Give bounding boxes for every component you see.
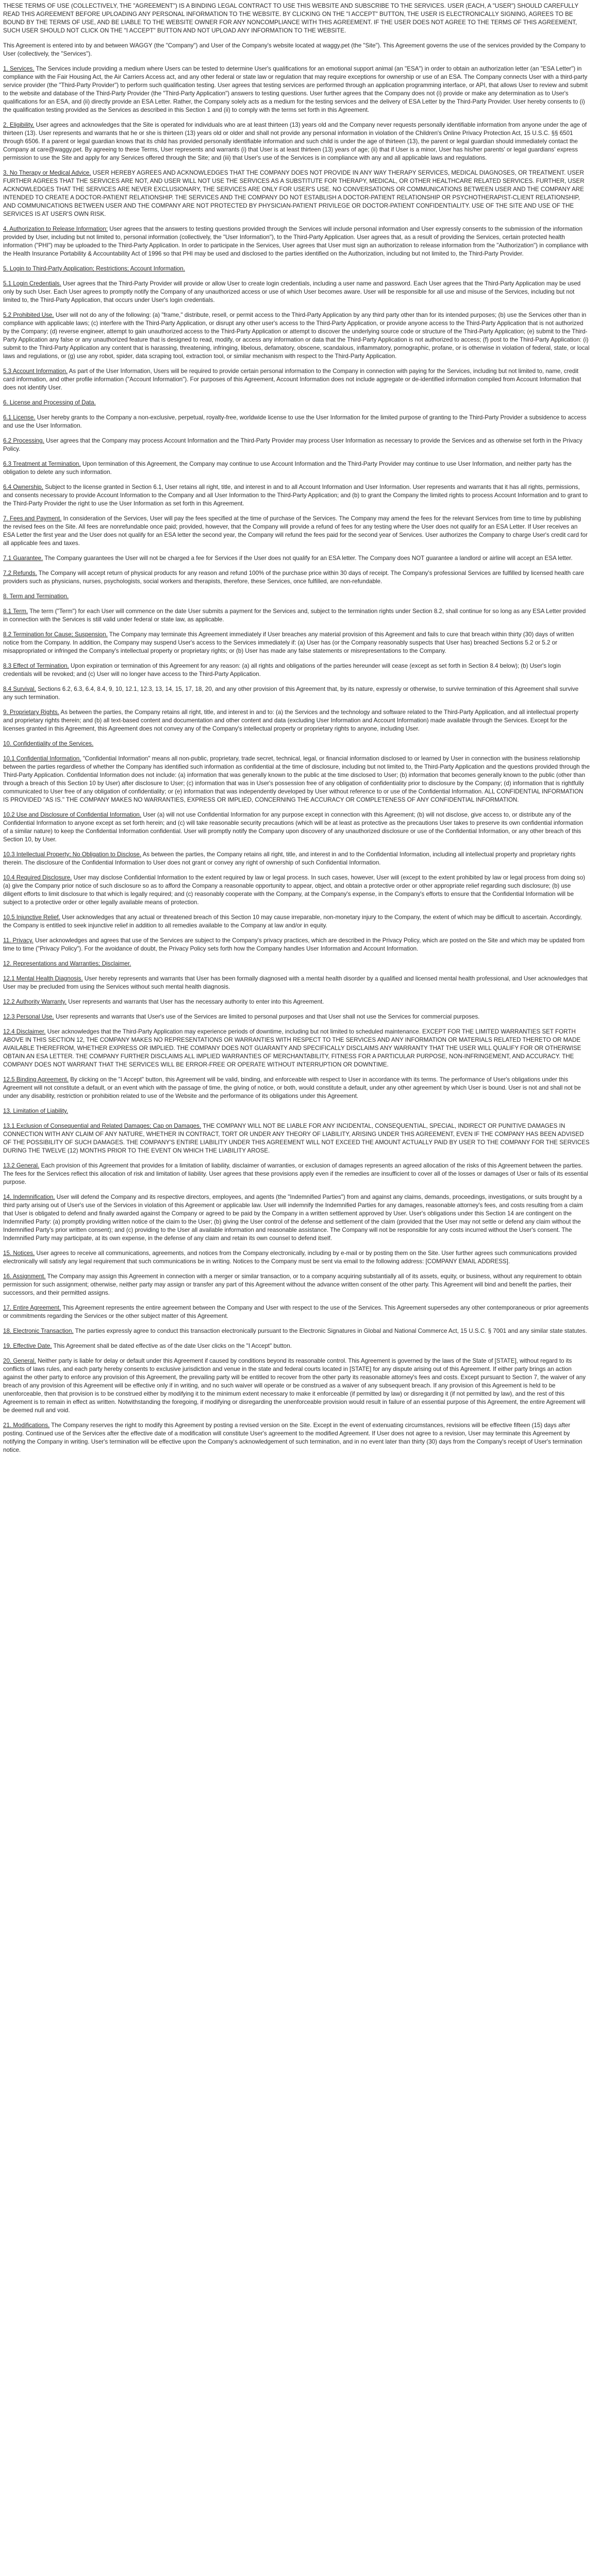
section-heading: 9. Proprietary Rights. bbox=[3, 709, 59, 716]
section-heading: 8.1 Term. bbox=[3, 608, 28, 615]
section-paragraph bbox=[3, 998, 590, 1006]
section-paragraph bbox=[3, 1249, 590, 1266]
section-text: The Services include providing a medium where Users can be tested to determine User's qualifications for an emotional support animal (an "ESA") in order to obtain an authorization letter (an "ESA Letter") in compliance with the Fair Housing Act, the Air Carriers Access act, and any other federal or state law or regulation that may require exceptions for ownership or use of an ESA. The Company connects User with a third-party service provider (the "Third-Party Provider") to perform such qualification testing. User agrees that testing services are performed through an application programming interface, or API, that allows User to review and submit to the website and database of the Third-Party Provider (the "Third-Party Application") answers to testing questions. User further agrees that the Company does not (i) provide or make any determination as to User's qualifications for an ESA, and (ii) directly provide an ESA Letter. Rather, the Company solely acts as a medium for the testing services and the delivery of ESA Letter by the Third-Party Provider. User hereby consents to (i) the qualification testing provided as the Services as described in this Section 1 and (ii) to comply with the terms set forth in this Agreement. bbox=[3, 65, 588, 113]
section-text: User may disclose Confidential Information to the extent required by law or legal process. In such cases, however, User will (except to the extent prohibited by law or legal process from doing so) (a) give the Company prior notice of such disclosure so as to afford the Company a reasonable opportunity to appear, object, and obtain a protective order or other appropriate relief regarding such disclosure; (b) use diligent efforts to limit disclosure to that which is legally required; and (c) reasonably cooperate with the Company, at the Company's expense, in the Company's efforts to ensure that the Confidential Information will be subject to a protective order or other legally available means of protection. bbox=[3, 874, 586, 906]
section-heading: 16. Assignment. bbox=[3, 1273, 46, 1280]
section-heading: 1. Services. bbox=[3, 65, 35, 72]
section-heading: 10.5 Injunctive Relief. bbox=[3, 914, 60, 921]
section-heading: 13. Limitation of Liability. bbox=[3, 1108, 69, 1114]
section-paragraph bbox=[3, 1122, 590, 1155]
section-text: User will not do any of the following: (a) "frame," distribute, resell, or permit access to the Third-Party Application by any third party other than for its intended purposes; (b) use the Services other than in compliance with applicable laws; (c) interfere with the Third-Party Application, or disrupt any other user's access to the Third-Party Application, or provide anyone access to the Third-Party Application that is not authorized by the Company; (d) reverse engineer, attempt to gain unauthorized access to the Third-Party Application or attempt to discover the underlying source code or structure of the Third-Party Application; (e) submit to the Third-Party Application any false or any unauthorized feature that is designed to read, modify, or access any information or data that the Third-Party Application is not authorized to access; (f) post to the Third-Party Application: (i) submit to the Third-Party Application any content that is harassing, threatening, infringing, libelous, defamatory, obscene, scandalous, inflammatory, pornographic, profane, or is otherwise in violation of federal, state, or local laws and regulations, or (g) use any robot, spider, data scraping tool, extraction tool, or similar mechanism with respect to the Third-Party Application. bbox=[3, 312, 590, 360]
section-paragraph bbox=[3, 937, 590, 953]
section-paragraph bbox=[3, 65, 590, 114]
section-heading: 19. Effective Date. bbox=[3, 1343, 52, 1349]
section-paragraph bbox=[3, 1421, 590, 1454]
section-heading: 8. Term and Termination. bbox=[3, 593, 69, 600]
section-heading: 17. Entire Agreement. bbox=[3, 1304, 61, 1311]
section-text: Each provision of this Agreement that provides for a limitation of liability, disclaimer of warranties, or exclusion of damages represents an agreed allocation of the risks of this Agreement between the parties. The fees for the Services reflect this allocation of risk and limitation of liability. User agrees that these provisions apply even if the remedies are insufficient to cover all of the losses or damages of User or fails of its essential purpose. bbox=[3, 1162, 589, 1185]
section-heading: 2. Eligibility. bbox=[3, 122, 35, 128]
section-text: User acknowledges that the Third-Party Application may experience periods of downtime, including but not limited to scheduled maintenance. EXCEPT FOR THE LIMITED WARRANTIES SET FORTH ABOVE IN THIS SECTION 12, THE COMPANY MAKES NO REPRESENTATIONS OR WARRANTIES WITH RESPECT TO THE SERVICES AND ANY INFORMATION OR MATERIALS RELATED THERETO OR MADE AVAILABLE THEREFROM, WHETHER EXPRESS OR IMPLIED. THE COMPANY DOES NOT GUARANTY AND SPECIFICALLY DISCLAIMS ANY WARRANTY THAT THE USER WILL QUALIFY FOR OR OTHERWISE OBTAIN AN ESA LETTER. THE COMPANY FURTHER DISCLAIMS ALL IMPLIED WARRANTIES OF MERCHANTABILITY, FITNESS FOR A PARTICULAR PURPOSE, NON-INFRINGEMENT, AND ACCURACY. THE COMPANY DOES NOT WARRANT THAT THE SERVICES WILL BE ERROR-FREE OR OPERATE WITHOUT INTERRUPTION OR DOWNTIME. bbox=[3, 1028, 581, 1068]
section-text: The Company will accept return of physical products for any reason and refund 100% of the purchase price within 30 days of receipt. The Company's professional Services are fulfilled by licensed health care providers such as physicians, nurses, psychologists, social workers and therapists, therefore, these Services, once fulfilled, are non-refundable. bbox=[3, 570, 585, 585]
section-heading: 6.2 Processing. bbox=[3, 437, 44, 444]
section-heading: 12.5 Binding Agreement. bbox=[3, 1076, 69, 1083]
section-heading: 12.4 Disclaimer. bbox=[3, 1028, 46, 1035]
section-heading: 8.4 Survival. bbox=[3, 686, 36, 692]
section-heading: 12. Representations and Warranties; Disclaimer. bbox=[3, 960, 131, 967]
section-heading: 12.3 Personal Use. bbox=[3, 1013, 54, 1020]
section-paragraph bbox=[3, 1304, 590, 1320]
section-text: As between the parties, the Company retains all right, title, and interest in and to: (a) the Services and the technology and software related to the Third-Party Application, and all intellectual property and proprietary rights therein; and (b) all text-based content and documentation and other content and data (excluding User Information and Account Information) made available through the Services. Except for the licenses granted in this Agreement, this Agreement does not convey any of the Company's intellectual property or proprietary rights to anyone, including User. bbox=[3, 709, 578, 732]
section-text: The term ("Term") for each User will commence on the date User submits a payment for the Services and, subject to the termination rights under Section 8.2, shall continue for so long as any ESA Letter provided in connection with the Services is still valid under federal or state law, as applicable. bbox=[3, 608, 586, 623]
section-heading: 12.2 Authority Warranty. bbox=[3, 998, 67, 1005]
section-text: "Confidential Information" means all non-public, proprietary, trade secret, technical, legal, or financial information disclosed to or learned by User in connection with the business relationship between the parties regardless of whether the Company has identified such information as confidential at the time of disclosure, including but not limited to, the Third-Party Application and the questions provided through the Third-Party Application. Confidential Information does not include: (a) information that was generally known to the public at the time disclosed to User; (b) information that becomes generally known to the public (other than through a breach of this Section 10 by User) after disclosure to User; (c) information that was in User's possession free of any obligation of confidentiality prior to disclosure by the Company; (d) information that is rightfully communicated to User free of any obligation of confidentiality; or (e) information that was independently developed by User without reference to or use of the Confidential Information. ALL CONFIDENTIAL INFORMATION IS PROVIDED "AS IS." THE COMPANY MAKES NO WARRANTIES, EXPRESS OR IMPLIED, CONCERNING THE ACCURACY OR COMPLETENESS OF ANY CONFIDENTIAL INFORMATION. bbox=[3, 755, 590, 803]
section-text: The Company guarantees the User will not be charged a fee for Services if the User does not qualify for an ESA letter. The Company does NOT guarantee a landlord or airline will accept an ESA letter. bbox=[43, 555, 573, 562]
section-heading: 14. Indemnification. bbox=[3, 1194, 55, 1200]
section-heading: 10. Confidentiality of the Services. bbox=[3, 740, 94, 747]
section-heading: 6.1 License. bbox=[3, 414, 36, 421]
section-heading: 6.3 Treatment at Termination. bbox=[3, 461, 81, 467]
sections-container bbox=[3, 65, 590, 1454]
section-heading: 8.2 Termination for Cause; Suspension. bbox=[3, 631, 108, 638]
section-text: Subject to the license granted in Section 6.1, User retains all right, title, and interest in and to all Account Information and User Information. User represents and warrants that it has all rights, permissions, and consents necessary to provide Account Information to the Company and all User Information to the Third-Party Application; and (b) to grant the Company the limited rights to process Account Information and to grant to the Third-Party Provider the right to use the User Information as set forth in this Agreement. bbox=[3, 484, 588, 507]
section-heading: 6.4 Ownership. bbox=[3, 484, 43, 490]
section-heading: 5.3 Account Information. bbox=[3, 368, 68, 375]
section-text: Upon expiration or termination of this Agreement for any reason: (a) all rights and obligations of the parties hereunder will cease (except as set forth in Section 8.4 below); (b) User's login credentials will be revoked; and (c) User will no longer have access to the Third-Party Application. bbox=[3, 663, 561, 677]
section-text: User acknowledges and agrees that use of the Services are subject to the Company's privacy practices, which are described in the Privacy Policy, which are posted on the Site and which may be updated from time to time ("Privacy Policy"). For the avoidance of doubt, the Privacy Policy sets forth how the Company handles User Information and Account Information. bbox=[3, 937, 585, 952]
section-text: Neither party is liable for delay or default under this Agreement if caused by conditions beyond its reasonable control. This Agreement is governed by the laws of the State of [STATE], without regard to its conflicts of laws rules, and each party hereby consents to exclusive jurisdiction and venue in the state and federal courts located in [STATE] for any dispute arising out of this Agreement. If either party brings an action against the other party to enforce any provision of this Agreement, the prevailing party will be entitled to recover from the other party its reasonable attorney's fees and costs. Except pursuant to Section 7, the waiver of any breach of any provision of this Agreement will be effective only if in writing, and no such waiver will operate or be construed as a waiver of any subsequent breach. If any provision of this Agreement is held to be unenforceable, then that provision is to be construed either by modifying it to the minimum extent necessary to make it enforceable (if permitted by law) or disregarding it (if not permitted by law), and the rest of this Agreement is to remain in effect as written. Notwithstanding the foregoing, if modifying or disregarding the unenforceable provision would result in failure of an essential purpose of this Agreement, the entire Agreement will be deemed null and void. bbox=[3, 1358, 586, 1414]
section-paragraph bbox=[3, 851, 590, 867]
section-heading: 12.1 Mental Health Diagnosis. bbox=[3, 975, 83, 982]
section-heading: 13.1 Exclusion of Consequential and Related Damages; Cap on Damages. bbox=[3, 1123, 202, 1129]
section-text: User agrees to receive all communications, agreements, and notices from the Company electronically, including by e-mail or by posting them on the Site. User further agrees such communications provided electronically will satisfy any legal requirement that such communications be in writing. Notices to the Company must be sent via email to the following address: [COMPANY EMAIL ADDRESS]. bbox=[3, 1250, 577, 1265]
section-heading: 3. No Therapy or Medical Advice. bbox=[3, 170, 91, 176]
section-paragraph bbox=[3, 1342, 590, 1350]
section-heading: 18. Electronic Transaction. bbox=[3, 1328, 74, 1334]
section-paragraph bbox=[3, 1273, 590, 1297]
section-text: The parties expressly agree to conduct this transaction electronically pursuant to the Electronic Signatures in Global and National Commerce Act, 15 U.S.C. § 7001 and any similar state statutes. bbox=[73, 1328, 587, 1334]
section-text: THE COMPANY WILL NOT BE LIABLE FOR ANY INCIDENTAL, CONSEQUENTIAL, SPECIAL, INDIRECT OR PUNITIVE DAMAGES IN CONNECTION WITH ANY CLAIM OF ANY NATURE, WHETHER IN CONTRACT, TORT OR UNDER ANY THEORY OF LIABILITY, ARISING UNDER THIS AGREEMENT, EVEN IF THE COMPANY HAS BEEN ADVISED OF THE POSSIBILITY OF SUCH DAMAGES. THE COMPANY'S ENTIRE LIABILITY UNDER THIS AGREEMENT WILL NOT EXCEED THE AMOUNT ACTUALLY PAID BY USER TO THE COMPANY FOR THE SERVICES DURING THE TWELVE (12) MONTHS PRIOR TO THE EVENT ON WHICH THE LIABILITY AROSE. bbox=[3, 1123, 590, 1154]
intro-notice: THESE TERMS OF USE (COLLECTIVELY, THE "AGREEMENT") IS A BINDING LEGAL CONTRACT TO USE THIS WEBSITE AND SUBSCRIBE TO THE SERVICES. USER (EACH, A "USER") SHOULD CAREFULLY READ THIS AGREEMENT BEFORE UPLOADING ANY PERSONAL INFORMATION TO THE WEBSITE. BY CLICKING ON THE "I ACCEPT" BUTTON, THE USER IS ELECTRONICALLY SIGNING, AGREES TO BE BOUND BY THE TERMS OF USE, AND BE LIABLE TO THE WEBSITE OWNER FOR ANY NONCOMPLIANCE WITH THIS AGREEMENT. IF THE USER DOES NOT AGREE TO THE TERMS OF THIS AGREEMENT, SUCH USER SHOULD NOT CLICK ON THE "I ACCEPT" BUTTON AND NOT UPLOAD ANY INFORMATION TO THE WEBSITE. bbox=[3, 3, 578, 34]
section-text: User will defend the Company and its respective directors, employees, and agents (the "Indemnified Parties") from and against any claims, demands, proceedings, investigations, or suits brought by a third party arising out of User's use of the Services in violation of this Agreement or applicable law. User will indemnify the Indemnified Parties for any damages, reasonable attorney's fees, and costs resulting from a claim that User is obligated to defend and finally awarded against the Company or agreed to be paid by the Company in a written settlement approved by User. User's obligations under this Section 14 are contingent on the Indemnified Party: (a) promptly providing written notice of the claim to the User; (b) giving the User control of the defense and settlement of the claim (provided that the User may not settle or defend any claim without the Indemnified Party's prior written consent); and (c) providing to the User all available information and reasonable assistance. The Company will not be responsible for any costs incurred without the User's consent. The Indemnified Party may participate, at its own expense, in the defense of any claim and retain its own counsel to defend itself. bbox=[3, 1194, 584, 1242]
section-paragraph bbox=[3, 1357, 590, 1415]
section-paragraph bbox=[3, 662, 590, 679]
section-paragraph bbox=[3, 960, 590, 968]
section-text: User agrees that the Company may process Account Information and the Third-Party Provider may process User Information as necessary to provide the Services and as otherwise set forth in the Privacy Policy. bbox=[3, 437, 583, 452]
section-heading: 11. Privacy. bbox=[3, 937, 34, 944]
section-heading: 5.1 Login Credentials. bbox=[3, 280, 61, 287]
section-heading: 5.2 Prohibited Use. bbox=[3, 312, 54, 318]
section-text: In consideration of the Services, User will pay the fees specified at the time of purchase of the Services. The Company may amend the fees for the relevant Services from time to time by publishing the revised fees on the Site. All fees are nonrefundable once paid; provided, however, that the Company will provide a refund of fees for any testing where the User does not qualify for an ESA Letter. If User receives an ESA Letter the first year and the User does not qualify for an ESA letter the second year, the Company will refund the fees paid for the second year of Services. User authorizes the Company to charge User's credit card for all applicable fees and taxes. bbox=[3, 515, 588, 547]
section-paragraph bbox=[3, 1327, 590, 1335]
section-paragraph bbox=[3, 631, 590, 655]
section-paragraph bbox=[3, 1076, 590, 1100]
section-heading: 10.3 Intellectual Property; No Obligation to Disclose. bbox=[3, 851, 142, 858]
section-text: USER HEREBY AGREES AND ACKNOWLEDGES THAT THE COMPANY DOES NOT PROVIDE IN ANY WAY THERAPY SERVICES, MEDICAL DIAGNOSES, OR TREATMENT. USER FURTHER AGREES THAT THE SERVICES ARE NOT, AND USER WILL NOT USE THE SERVICES AS A SUBSTITUTE FOR THERAPY, MEDICAL, OR OTHER HEALTHCARE RELATED SERVICES. FURTHER, USER ACKNOWLEDGES THAT THE SERVICES ARE NEVER EXCLUSIONARY, THE SERVICES ARE ONLY FOR USER'S USE. NO CONVERSATIONS OR COMMUNICATIONS BETWEEN USER AND THE COMPANY ARE INTENDED TO CREATE A DOCTOR-PATIENT RELATIONSHIP. THE SERVICES AND THE COMPANY DO NOT ESTABLISH A DOCTOR-PATIENT RELATIONSHIP OR PSYCHOTHERAPIST-CLIENT RELATIONSHIP, AND COMMUNICATIONS BETWEEN USER AND THE COMPANY ARE NOT PROTECTED BY PHYSICIAN-PATIENT PRIVILEGE OR DOCTOR-PATIENT CONFIDENTIALITY. USE OF THE SITE AND USE OF THE SERVICES IS AT USER'S OWN RISK. bbox=[3, 170, 585, 217]
section-paragraph bbox=[3, 169, 590, 218]
section-text: User hereby represents and warrants that User has been formally diagnosed with a mental health disorder by a qualified and licensed mental health professional, and User acknowledges that User may be precluded from using the Services without such mental health diagnosis. bbox=[3, 975, 588, 990]
section-text: Sections 6.2, 6.3, 6.4, 8.4, 9, 10, 12.1, 12.3, 13, 14, 15, 17, 18, 20, and any other provision of this Agreement that, by its nature, expressly or otherwise, to survive termination of this Agreement shall survive any such termination. bbox=[3, 686, 579, 701]
section-heading: 10.4 Required Disclosure. bbox=[3, 874, 72, 881]
section-heading: 4. Authorization to Release Information: bbox=[3, 226, 108, 232]
section-text: As between the parties, the Company retains all right, title, and interest in and to the Confidential Information, including all intellectual property and proprietary rights therein. The disclosure of the Confidential Information to User does not grant or convey any right of ownership of such Confidential Information. bbox=[3, 851, 576, 866]
section-paragraph bbox=[3, 414, 590, 430]
section-text: User agrees that the answers to testing questions provided through the Services will include personal information and User expressly consents to the submission of the information provided by User, including but not limited to, personal information (collectively, the "User Information"), to the Third-Party Application. User agrees that, as a result of providing the Services, certain protected health information ("PHI") may be uploaded to the Third-Party Application. In order to participate in the Services, User agrees that User must sign an authorization to release information from the "Authorization") in compliance with the Health Insurance Portability & Accountability Act of 1996 so that PHI may be used and disclosed to the parties identified on the Authorization, including but not limited to, the Third-Party Provider. bbox=[3, 226, 588, 257]
section-paragraph bbox=[3, 367, 590, 392]
section-text: User represents and warrants that User's use of the Services are limited to personal purposes and that User shall not use the Services for commercial purposes. bbox=[54, 1013, 480, 1020]
section-paragraph bbox=[3, 460, 590, 477]
section-text: As part of the User Information, Users will be required to provide certain personal information to the Company in connection with paying for the Services, including but not limited to, name, credit card information, and other profile information ("Account Information"). For purposes of this Agreement, Account Information does not include aggregate or de-identified information compiled from Account Information that does not identify User. bbox=[3, 368, 581, 391]
section-paragraph bbox=[3, 740, 590, 748]
section-text: The Company reserves the right to modify this Agreement by posting a revised version on the Site. Except in the event of extenuating circumstances, revisions will be effective fifteen (15) days after posting. Continued use of the Services after the effective date of a modification will constitute User's agreement to the modified Agreement. If User does not agree to a revision, User may terminate this Agreement by notifying the Company in writing. User's termination will be effective upon the Company's acknowledgement of such termination, and in no event later than thirty (30) days from the Company's receipt of User's termination notice. bbox=[3, 1422, 583, 1453]
section-paragraph bbox=[3, 913, 590, 930]
section-text: User acknowledges that any actual or threatened breach of this Section 10 may cause irreparable, non-monetary injury to the Company, the extent of which may be difficult to ascertain. Accordingly, the Company is entitled to seek injunctive relief in addition to all remedies available to the Company at law and/or in equity. bbox=[3, 914, 582, 929]
section-paragraph bbox=[3, 569, 590, 586]
section-text: Upon termination of this Agreement, the Company may continue to use Account Information and the Third-Party Provider may continue to use User Information, and neither party has the obligation to delete any such information. bbox=[3, 461, 572, 476]
section-paragraph bbox=[3, 311, 590, 361]
section-heading: 10.2 Use and Disclosure of Confidential Information. bbox=[3, 811, 142, 818]
section-heading: 7.1 Guarantee. bbox=[3, 555, 43, 562]
section-paragraph bbox=[3, 874, 590, 907]
section-paragraph bbox=[3, 121, 590, 162]
section-paragraph bbox=[3, 1028, 590, 1069]
section-heading: 7. Fees and Payment. bbox=[3, 515, 62, 522]
section-paragraph bbox=[3, 515, 590, 548]
intro-parties: This Agreement is entered into by and between WAGGY (the "Company") and User of the Company's website located at waggy.pet (the "Site"). This Agreement governs the use of the services provided by the Company to User (collectively, the "Services"). bbox=[3, 42, 586, 57]
section-paragraph bbox=[3, 483, 590, 508]
section-text: This Agreement represents the entire agreement between the Company and User with respect to the use of the Services. This Agreement supersedes any other contemporaneous or prior agreements or commitments regarding the Services or the other subject matter of this Agreement. bbox=[3, 1304, 589, 1319]
section-heading: 20. General. bbox=[3, 1358, 36, 1364]
section-paragraph bbox=[3, 975, 590, 991]
section-paragraph bbox=[3, 280, 590, 304]
section-text: The Company may assign this Agreement in connection with a merger or similar transaction, or to a company acquiring substantially all of its assets, equity, or business, without any requirement to obtain permission for such assignment; otherwise, neither party may assign or transfer any part of this Agreement without the advance written consent of the other party. This Agreement will bind and benefit the parties, their successors, and their permitted assigns. bbox=[3, 1273, 582, 1296]
section-text: The Company may terminate this Agreement immediately if User breaches any material provision of this Agreement and fails to cure that breach within thirty (30) days of written notice from the Company. In addition, the Company may suspend User's access to the Services immediately if: (a) User has (or the Company reasonably suspects that User has) breached Sections 5.2 or 5.2 or misappropriated or infringed the Company's intellectual property or proprietary rights; or (b) User has made any false statements or misrepresentations to the Company. bbox=[3, 631, 574, 654]
section-paragraph bbox=[3, 1162, 590, 1187]
section-heading: 8.3 Effect of Termination. bbox=[3, 663, 69, 669]
section-paragraph bbox=[3, 592, 590, 601]
section-heading: 7.2 Refunds. bbox=[3, 570, 37, 577]
section-paragraph bbox=[3, 685, 590, 702]
section-heading: 15. Notices. bbox=[3, 1250, 35, 1257]
section-text: User represents and warrants that User has the necessary authority to enter into this Agreement. bbox=[66, 998, 324, 1005]
section-paragraph bbox=[3, 225, 590, 258]
section-text: User agrees and acknowledges that the Site is operated for individuals who are at least thirteen (13) years old and the Company never requests personally identifiable information from anyone under the age of thirteen (13). User represents and warrants that he or she is thirteen (13) years old or older and shall not provide any personal information in violation of the Children's Online Privacy Protection Act, 15 U.S.C. §§ 6501 through 6506. If a parent or legal guardian knows that its child has provided personally identifiable information and such child is under the age of thirteen (13), the parent or legal guardian should immediately contact the Company at care@waggy.pet. By agreeing to these Terms, User represents and warrants (i) that User is at least thirteen (13) years of age; (ii) that if User is a minor, User has his/her parents' or legal guardians' express permission to use the Site and apply for any Services offered through the Site; and (iii) that User's use of the Services is in compliance with any and all applicable laws and regulations. bbox=[3, 122, 587, 161]
section-heading: 21. Modifications. bbox=[3, 1422, 50, 1429]
section-text: User hereby grants to the Company a non-exclusive, perpetual, royalty-free, worldwide license to use the User Information for the limited purpose of granting to the Third-Party Provider a subsidence to access and use the User Information. bbox=[3, 414, 587, 429]
section-paragraph bbox=[3, 554, 590, 563]
section-paragraph bbox=[3, 437, 590, 453]
section-paragraph bbox=[3, 265, 590, 273]
section-paragraph bbox=[3, 708, 590, 733]
section-heading: 10.1 Confidential Information. bbox=[3, 755, 81, 762]
section-paragraph bbox=[3, 1193, 590, 1243]
section-text: User agrees that the Third-Party Provider will provide or allow User to create login credentials, including a user name and password. Each User agrees that the Third-Party Application may be used only by such User. Each User agrees to promptly notify the Company of any unauthorized access or use of which User becomes aware. User will be responsible for all use and misuse of the Services, including but not limited to, the Third-Party Application, that occurs under User's login credentials. bbox=[3, 280, 581, 303]
section-paragraph bbox=[3, 607, 590, 624]
section-paragraph bbox=[3, 1013, 590, 1021]
section-paragraph bbox=[3, 399, 590, 407]
section-heading: 5. Login to Third-Party Application; Restrictions; Account Information. bbox=[3, 265, 185, 272]
section-text: This Agreement shall be dated effective as of the date User clicks on the "I Accept" button. bbox=[52, 1343, 292, 1349]
section-text: By clicking on the "I Accept" button, this Agreement will be valid, binding, and enforceable with respect to User in accordance with its terms. The performance of User's obligations under this Agreement will not constitute a default, or an event which with the passage of time, the giving of notice, or both, would constitute a default, under any other agreement by which User is bound. User is not and shall not be under any disability, restriction or prohibition related to use of the Website and the performance of its obligations under this Agreement. bbox=[3, 1076, 581, 1099]
section-heading: 6. License and Processing of Data. bbox=[3, 399, 96, 406]
section-paragraph bbox=[3, 811, 590, 844]
section-heading: 13.2 General. bbox=[3, 1162, 40, 1169]
section-paragraph bbox=[3, 755, 590, 804]
section-text: User (a) will not use Confidential Information for any purpose except in connection with this Agreement; (b) will not disclose, give access to, or distribute any of the Confidential Information to anyone except as set forth herein; and (c) will take reasonable security precautions (which will be at least as protective as the precautions User takes to preserve its own confidential information of a similar nature) to keep the Confidential Information confidential. User will promptly notify the Company upon discovery of any unauthorized disclosure or use of the Confidential Information, or any other breach of this Section 10, by User. bbox=[3, 811, 584, 843]
section-paragraph bbox=[3, 1107, 590, 1115]
